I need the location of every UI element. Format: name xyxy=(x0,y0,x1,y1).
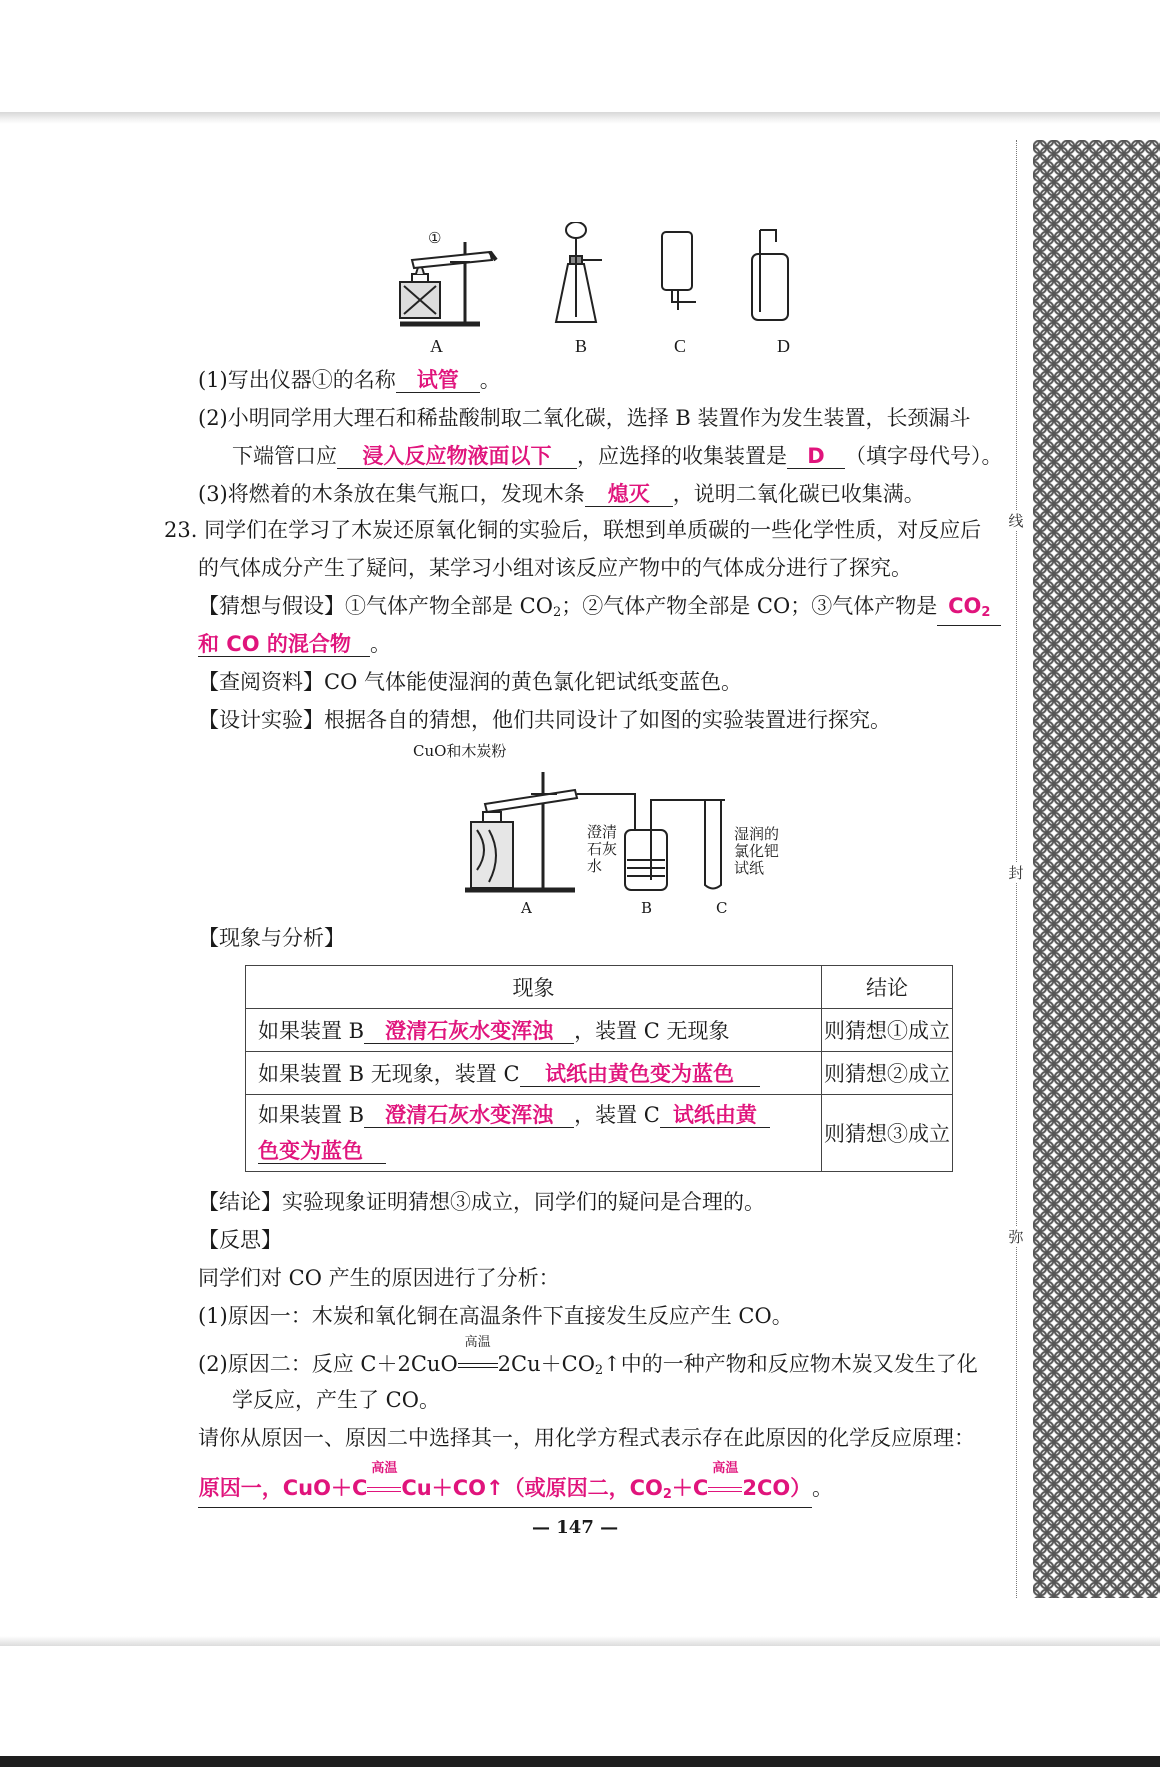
high-temp-condition xyxy=(708,1461,742,1500)
table-row xyxy=(246,1095,953,1172)
final-c: ＋C xyxy=(671,1476,709,1500)
hyp-post: 。 xyxy=(370,632,391,656)
r2-pre-text: (2)原因二：反应 C＋2CuO xyxy=(198,1352,458,1376)
fig1-label-c: C xyxy=(674,336,687,356)
q22-p3-pre: (3)将燃着的木条放在集气瓶口，发现木条 xyxy=(198,482,585,506)
table-header-row xyxy=(246,966,953,1009)
q22-p2-mid: ，应选择的收集装置是 xyxy=(577,444,787,468)
q23-reference: 【查阅资料】CO 气体能使湿润的黄色氯化钯试纸变蓝色。 xyxy=(198,670,742,694)
results-table xyxy=(245,965,953,1172)
row3-phenomenon xyxy=(246,1095,822,1172)
r3-pre: 如果装置 B xyxy=(258,1103,365,1127)
reason-one: (1)原因一：木炭和氧化铜在高温条件下直接发生反应产生 CO。 xyxy=(198,1304,793,1328)
r2-pre: 如果装置 B 无现象，装置 C xyxy=(258,1062,520,1086)
q22-part1 xyxy=(198,366,501,394)
page-number-value: 147 xyxy=(556,1517,594,1538)
answer-blank: 试纸由黄 xyxy=(660,1103,770,1128)
equation-prompt: 请你从原因一、原因二中选择其一，用化学方程式表示存在此原因的化学反应原理： xyxy=(198,1426,975,1450)
analysis-heading: 【现象与分析】 xyxy=(198,926,345,950)
answer-blank: 和 CO 的混合物 xyxy=(198,632,370,657)
fig1-label-a: A xyxy=(430,336,443,356)
q23-hypothesis-line2 xyxy=(198,630,391,658)
answer-blank: 试管 xyxy=(396,368,480,393)
q23-stem-line1: 23. 同学们在学习了木炭还原氧化铜的实验后，联想到单质碳的一些化学性质，对反应后 xyxy=(164,518,982,542)
fig2-top-label: CuO和木炭粉 xyxy=(413,742,507,760)
hyp-ans1-sub: 2 xyxy=(981,605,991,620)
page-top-shadow xyxy=(0,112,1160,124)
r2-post-text: ↑中的一种产物和反应物木炭又发生了化 xyxy=(603,1352,978,1376)
q22-part3 xyxy=(198,480,925,508)
page-number: — 147 — xyxy=(532,1517,619,1538)
hyp-mid: ；②气体产物全部是 CO；③气体产物是 xyxy=(561,594,938,618)
r1-post: ，装置 C 无现象 xyxy=(574,1019,730,1043)
fig1-label-b: B xyxy=(575,336,588,356)
b-label-3: 水 xyxy=(587,857,603,875)
q22-part2-line1: (2)小明同学用大理石和稀盐酸制取二氧化碳，选择 B 装置作为发生装置，长颈漏斗 xyxy=(198,406,971,430)
q22-p3-post: ，说明二氧化碳已收集满。 xyxy=(672,482,925,506)
answer-blank: D xyxy=(787,444,845,469)
condition-label: 高温 xyxy=(464,1335,491,1350)
table-row xyxy=(246,1009,953,1052)
final-b: Cu＋CO↑（或原因二，CO xyxy=(401,1476,663,1500)
reflection-intro: 同学们对 CO 产生的原因进行了分析： xyxy=(198,1266,560,1290)
answer-blank: 色变为蓝色 xyxy=(258,1139,386,1164)
reason-two-line1: (2)原因二：反应 C＋2CuO 高温 $2Cu+CO_2↑$中的一种产物和反应物木炭又发生了化 xyxy=(198,1335,978,1378)
final-post: 。 xyxy=(812,1476,833,1500)
header-conclusion: 结论 xyxy=(822,966,953,1009)
c-label-1: 湿润的 xyxy=(734,825,780,843)
page-bottom-shadow xyxy=(0,1636,1160,1646)
high-temp-condition xyxy=(367,1461,401,1500)
q23-stem-line2: 的气体成分产生了疑问，某学习小组对该反应产物中的气体成分进行了探究。 xyxy=(198,556,912,580)
q22-p1-text: (1)写出仪器①的名称 xyxy=(198,368,396,392)
q22-p2-pre: 下端管口应 xyxy=(232,444,337,468)
margin-char-feng: 封 xyxy=(1006,862,1026,883)
c-label-2: 氯化钯 xyxy=(734,842,780,860)
r1-pre: 如果装置 B xyxy=(258,1019,365,1043)
answer-blank: 试纸由黄色变为蓝色 xyxy=(520,1062,760,1087)
q22-part2-line2 xyxy=(232,442,1003,470)
hyp-text: 【猜想与假设】①气体产物全部是 CO xyxy=(198,594,553,618)
row2-phenomenon xyxy=(246,1052,822,1095)
condition-label: 高温 xyxy=(371,1461,398,1476)
conclusion-line: 【结论】实验现象证明猜想③成立，同学们的疑问是合理的。 xyxy=(198,1190,765,1214)
q22-p2-post: （填字母代号）。 xyxy=(845,444,1003,468)
row2-conclusion: 则猜想②成立 xyxy=(822,1052,953,1095)
viewer-bottom-bar xyxy=(0,1756,1160,1767)
condition-label: 高温 xyxy=(712,1461,739,1476)
apparatus-figure-1 xyxy=(390,222,810,362)
fig2-c-label xyxy=(734,826,779,877)
table-row xyxy=(246,1052,953,1095)
final-a: 原因一，CuO＋C xyxy=(198,1476,368,1500)
equation-answer xyxy=(198,1461,833,1508)
r2-mid-text: 2Cu＋CO xyxy=(497,1352,595,1376)
answer-blank xyxy=(937,594,1001,626)
reason-two-line2: 学反应，产生了 CO。 xyxy=(232,1388,440,1412)
answer-blank: 澄清石灰水变浑浊 xyxy=(364,1103,574,1128)
fig2-label-c: C xyxy=(716,899,728,917)
reflection-heading: 【反思】 xyxy=(198,1228,282,1252)
fig2-label-a: A xyxy=(521,899,532,917)
row1-phenomenon xyxy=(246,1009,822,1052)
instrument-marker: ① xyxy=(428,229,442,247)
hyp-sub: 2 xyxy=(552,605,562,620)
binding-margin-pattern xyxy=(1033,140,1160,1598)
r3-mid: ，装置 C xyxy=(574,1103,660,1127)
q23-hypothesis-line1 xyxy=(198,592,1001,627)
answer-blank: 熄灭 xyxy=(585,482,673,507)
answer-blank: 浸入反应物液面以下 xyxy=(337,444,577,469)
fig2-label-b: B xyxy=(641,899,653,917)
b-label-1: 澄清 xyxy=(587,823,618,841)
c-label-3: 试纸 xyxy=(734,859,765,877)
margin-char-xian: 线 xyxy=(1006,510,1026,531)
margin-char-mi: 弥 xyxy=(1006,1226,1026,1247)
high-temp-condition xyxy=(458,1335,498,1378)
row3-conclusion: 则猜想③成立 xyxy=(822,1095,953,1172)
final-d: 2CO） xyxy=(742,1476,812,1500)
q23-design: 【设计实验】根据各自的猜想，他们共同设计了如图的实验装置进行探究。 xyxy=(198,708,891,732)
row1-conclusion: 则猜想①成立 xyxy=(822,1009,953,1052)
q22-p1-post: 。 xyxy=(479,368,501,392)
answer-blank: 澄清石灰水变浑浊 xyxy=(364,1019,574,1044)
hyp-ans1: CO xyxy=(948,594,982,618)
fig1-label-d: D xyxy=(777,336,790,356)
viewer-top-area xyxy=(0,0,1160,118)
answer-blank: 原因一，CuO＋C 高温 Cu＋CO↑（或原因二，$CO_2+C$ 高温 2CO） xyxy=(198,1476,812,1508)
fig2-b-label xyxy=(587,824,617,875)
b-label-2: 石灰 xyxy=(587,840,618,858)
header-phenomenon: 现象 xyxy=(246,966,822,1009)
